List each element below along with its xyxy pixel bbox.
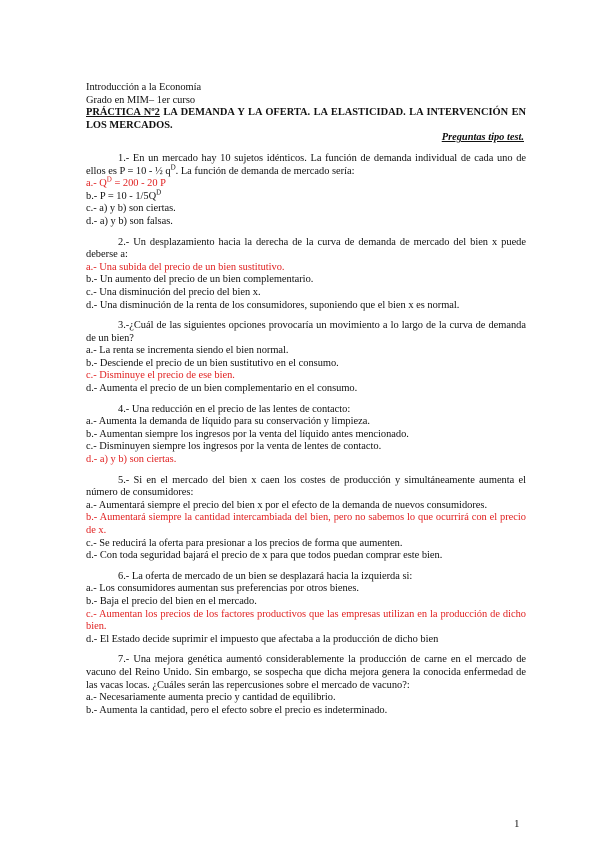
- option-d: d.- Aumenta el precio de un bien complementario en el consumo.: [86, 383, 358, 395]
- option-c: c.- a) y b) son ciertas.: [86, 203, 176, 215]
- option-a: a.- Aumentará siempre el precio del bien x por el efecto de la demanda de nuevos consumidores.: [86, 499, 488, 511]
- option-c: c.- Se reducirá la oferta para presionar a los precios de forma que aumenten.: [86, 537, 403, 549]
- option-d: d.- a) y b) son falsas.: [86, 215, 173, 227]
- option-a: a.- $Q^D = 200 - 20$ P: [86, 175, 166, 190]
- practice-title: [86, 107, 526, 132]
- question-5: [86, 475, 526, 563]
- option-c: c.- Aumentan los precios de los factores productivos que las empresas utilizan en la producción de dicho bien.: [86, 608, 526, 633]
- question-stem: 4.- Una reducción en el precio de las lentes de contacto:: [118, 403, 351, 415]
- page-number: 1: [514, 818, 520, 830]
- option-d: d.- Una disminución de la renta de los consumidores, suponiendo que el bien x es normal.: [86, 299, 460, 311]
- option-a: a.- Una subida del precio de un bien sustitutivo.: [86, 261, 285, 273]
- option-d: d.- El Estado decide suprimir el impuesto que afectaba a la producción de dicho bien: [86, 633, 439, 645]
- course-name: Introducción a la Economía: [86, 82, 202, 93]
- grade-line: Grado en MIM– 1er curso: [86, 94, 196, 106]
- option-b: b.- Desciende el precio de un bien sustitutivo en el consumo.: [86, 357, 339, 369]
- document-page: [86, 82, 526, 717]
- option-b: b.- $P = 10 - 1/5Q^D$: [86, 188, 162, 202]
- option-c: c.- Una disminución del precio del bien x.: [86, 286, 261, 298]
- practice-number: PRÁCTICA Nº2: [86, 107, 160, 119]
- option-d: d.- a) y b) son ciertas.: [86, 454, 177, 466]
- question-stem: 3.-¿Cuál de las siguientes opciones provocaría un movimiento a lo largo de la curva de demanda de un bien?: [86, 320, 526, 344]
- option-a: a.- La renta se incrementa siendo el bien normal.: [86, 345, 289, 357]
- section-subtitle: Preguntas tipo test.: [441, 132, 524, 144]
- question-1: [86, 153, 526, 229]
- question-3: [86, 320, 526, 396]
- question-stem: 5.- Si en el mercado del bien x caen los costes de producción y simultáneamente aumenta el número de consumidores:: [86, 474, 526, 499]
- question-7: [86, 654, 526, 717]
- question-stem: 1.- En un mercado hay 10 sujetos idénticos. La función de demanda individual de cada uno de ellos es P = 10 - ½ $q^D$. La función de demanda de mercado sería:: [86, 152, 526, 177]
- question-2: [86, 237, 526, 313]
- option-b: b.- Aumenta la cantidad, pero el efecto sobre el precio es indeterminado.: [86, 704, 388, 716]
- question-stem: 7.- Una mejora genética aumentó considerablemente la producción de carne en el mercado de vacuno del Reino Unido. Sin embargo, se sospecha que dicha mejora genera la conocida enfermedad de las vacas locas. ¿Cuáles serán las repercusiones sobre el mercado de vacuno?:: [86, 654, 526, 691]
- option-a: a.- Aumenta la demanda de líquido para su conservación y limpieza.: [86, 416, 370, 428]
- option-d: d.- Con toda seguridad bajará el precio de x para que todos puedan comprar este bien.: [86, 550, 443, 562]
- question-stem: 6.- La oferta de mercado de un bien se desplazará hacia la izquierda si:: [118, 570, 413, 582]
- option-c: c.- Disminuye el precio de ese bien.: [86, 370, 235, 382]
- option-b: b.- Aumentará siempre la cantidad intercambiada del bien, pero no sabemos lo que ocurrirá con el precio de x.: [86, 512, 526, 536]
- question-stem: 2.- Un desplazamiento hacia la derecha de la curva de demanda de mercado del bien x puede deberse a:: [86, 236, 526, 261]
- question-6: [86, 571, 526, 647]
- option-a: a.- Necesariamente aumenta precio y cantidad de equilibrio.: [86, 692, 336, 704]
- option-a: a.- Los consumidores aumentan sus preferencias por otros bienes.: [86, 583, 359, 595]
- option-b: b.- Aumentan siempre los ingresos por la venta del líquido antes mencionado.: [86, 428, 409, 440]
- option-b: b.- Un aumento del precio de un bien complementario.: [86, 274, 314, 286]
- option-c: c.- Disminuyen siempre los ingresos por la venta de lentes de contacto.: [86, 441, 382, 453]
- question-4: [86, 404, 526, 467]
- option-b: b.- Baja el precio del bien en el mercado.: [86, 595, 257, 607]
- practice-topic: LA DEMANDA Y LA OFERTA. LA ELASTICIDAD. LA INTERVENCIÓN EN LOS MERCADOS.: [86, 107, 526, 131]
